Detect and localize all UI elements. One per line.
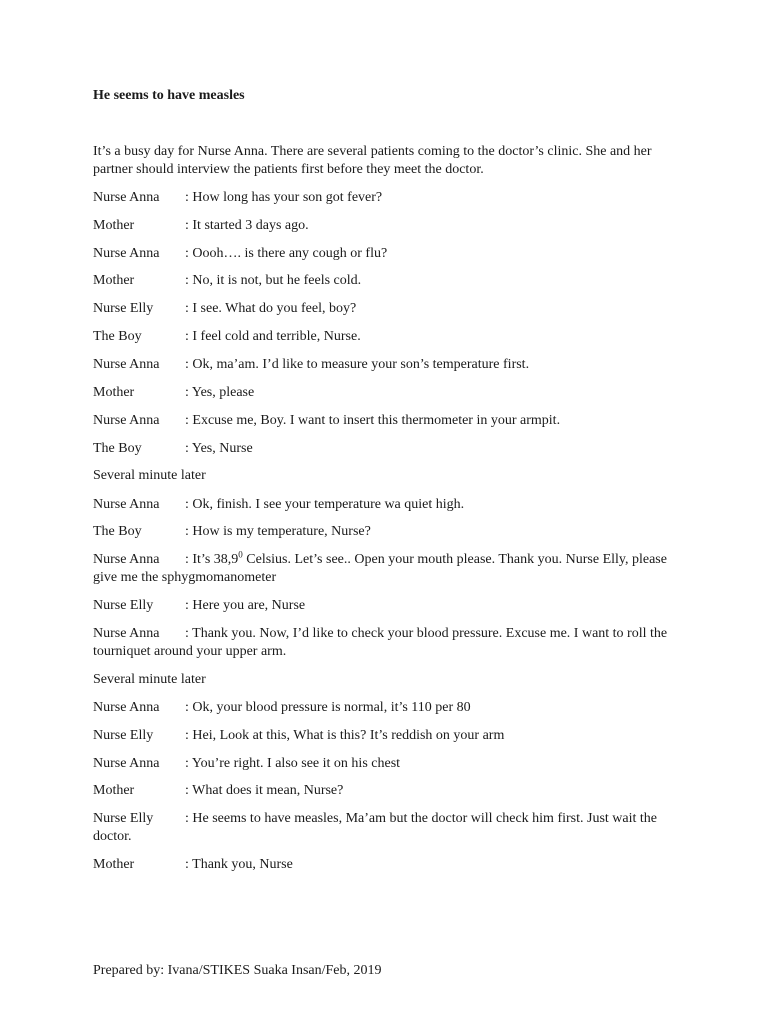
dialogue-line <box>93 810 678 846</box>
speaker-label: Mother <box>93 857 135 872</box>
dialogue-line <box>93 189 678 207</box>
speaker-label: Nurse Anna <box>93 246 160 261</box>
line-text: : Yes, Nurse <box>185 441 253 456</box>
dialogue-line <box>93 356 678 374</box>
speaker-label: Mother <box>93 783 135 798</box>
line-text: Several minute later <box>93 468 206 483</box>
dialogue-line <box>93 727 678 745</box>
line-text: : Oooh…. is there any cough or flu? <box>185 246 388 261</box>
line-text: : How is my temperature, Nurse? <box>185 524 371 539</box>
footer-credit: Prepared by: Ivana/STIKES Suaka Insan/Feb, 2019 <box>93 963 382 978</box>
speaker-label: Nurse Anna <box>93 413 160 428</box>
intro-paragraph: It’s a busy day for Nurse Anna. There are several patients coming to the doctor’s clinic. She and her partner should interview the patients first before they meet the doctor. <box>93 144 652 177</box>
speaker-label: The Boy <box>93 524 142 539</box>
narration-line <box>93 671 678 689</box>
line-text: : It started 3 days ago. <box>185 218 309 233</box>
dialogue-line <box>93 328 678 346</box>
line-text: Celsius. Let’s see.. Open your mouth please. Thank you. Nurse Elly, please give me the sphygmomanometer <box>93 552 667 585</box>
line-text: : How long has your son got fever? <box>185 190 383 205</box>
speaker-label: Nurse Elly <box>93 728 154 743</box>
line-text: : Here you are, Nurse <box>185 598 306 613</box>
speaker-label: Nurse Elly <box>93 301 154 316</box>
line-text: : Ok, your blood pressure is normal, it’s 110 per 80 <box>185 700 471 715</box>
dialogue-line <box>93 597 678 615</box>
line-text: : What does it mean, Nurse? <box>185 783 344 798</box>
dialogue-line <box>93 625 678 661</box>
degree-superscript: 0 <box>238 549 243 560</box>
line-text-pre: : It’s 38,9 <box>185 552 239 567</box>
dialogue-line <box>93 755 678 773</box>
dialogue-line <box>93 699 678 717</box>
speaker-label: Nurse Elly <box>93 811 154 826</box>
speaker-label: Mother <box>93 385 135 400</box>
dialogue-line <box>93 384 678 402</box>
dialogue-line <box>93 523 678 541</box>
speaker-label: Mother <box>93 218 135 233</box>
dialogue-line <box>93 300 678 318</box>
speaker-label: Nurse Anna <box>93 626 160 641</box>
line-text: : He seems to have measles, Ma’am but the doctor will check him first. Just wait the doctor. <box>93 811 657 844</box>
line-text: : I see. What do you feel, boy? <box>185 301 357 316</box>
line-text: : No, it is not, but he feels cold. <box>185 273 362 288</box>
line-text: : Ok, finish. I see your temperature wa quiet high. <box>185 497 465 512</box>
speaker-label: Nurse Anna <box>93 756 160 771</box>
document-title: He seems to have measles <box>93 88 245 103</box>
dialogue-line <box>93 245 678 263</box>
narration-line <box>93 467 678 485</box>
line-text: : You’re right. I also see it on his chest <box>185 756 401 771</box>
line-text: : Ok, ma’am. I’d like to measure your son’s temperature first. <box>185 357 530 372</box>
speaker-label: The Boy <box>93 441 142 456</box>
dialogue-line <box>93 412 678 430</box>
dialogue-line <box>93 272 678 290</box>
line-text: : Thank you. Now, I’d like to check your blood pressure. Excuse me. I want to roll the tourniquet around your upper arm. <box>93 626 668 659</box>
line-text: : Thank you, Nurse <box>185 857 293 872</box>
speaker-label: Nurse Anna <box>93 497 160 512</box>
line-text: : Yes, please <box>185 385 255 400</box>
line-text: : I feel cold and terrible, Nurse. <box>185 329 361 344</box>
dialogue-line <box>93 551 678 587</box>
dialogue-line <box>93 440 678 458</box>
speaker-label: Nurse Anna <box>93 552 160 567</box>
line-text: Several minute later <box>93 672 206 687</box>
speaker-label: Nurse Elly <box>93 598 154 613</box>
speaker-label: Mother <box>93 273 135 288</box>
dialogue-line <box>93 856 678 874</box>
dialogue-line <box>93 496 678 514</box>
speaker-label: The Boy <box>93 329 142 344</box>
speaker-label: Nurse Anna <box>93 700 160 715</box>
dialogue-line <box>93 217 678 235</box>
speaker-label: Nurse Anna <box>93 357 160 372</box>
line-text: : Excuse me, Boy. I want to insert this thermometer in your armpit. <box>185 413 561 428</box>
dialogue-line <box>93 782 678 800</box>
line-text: : Hei, Look at this, What is this? It’s reddish on your arm <box>185 728 505 743</box>
speaker-label: Nurse Anna <box>93 190 160 205</box>
